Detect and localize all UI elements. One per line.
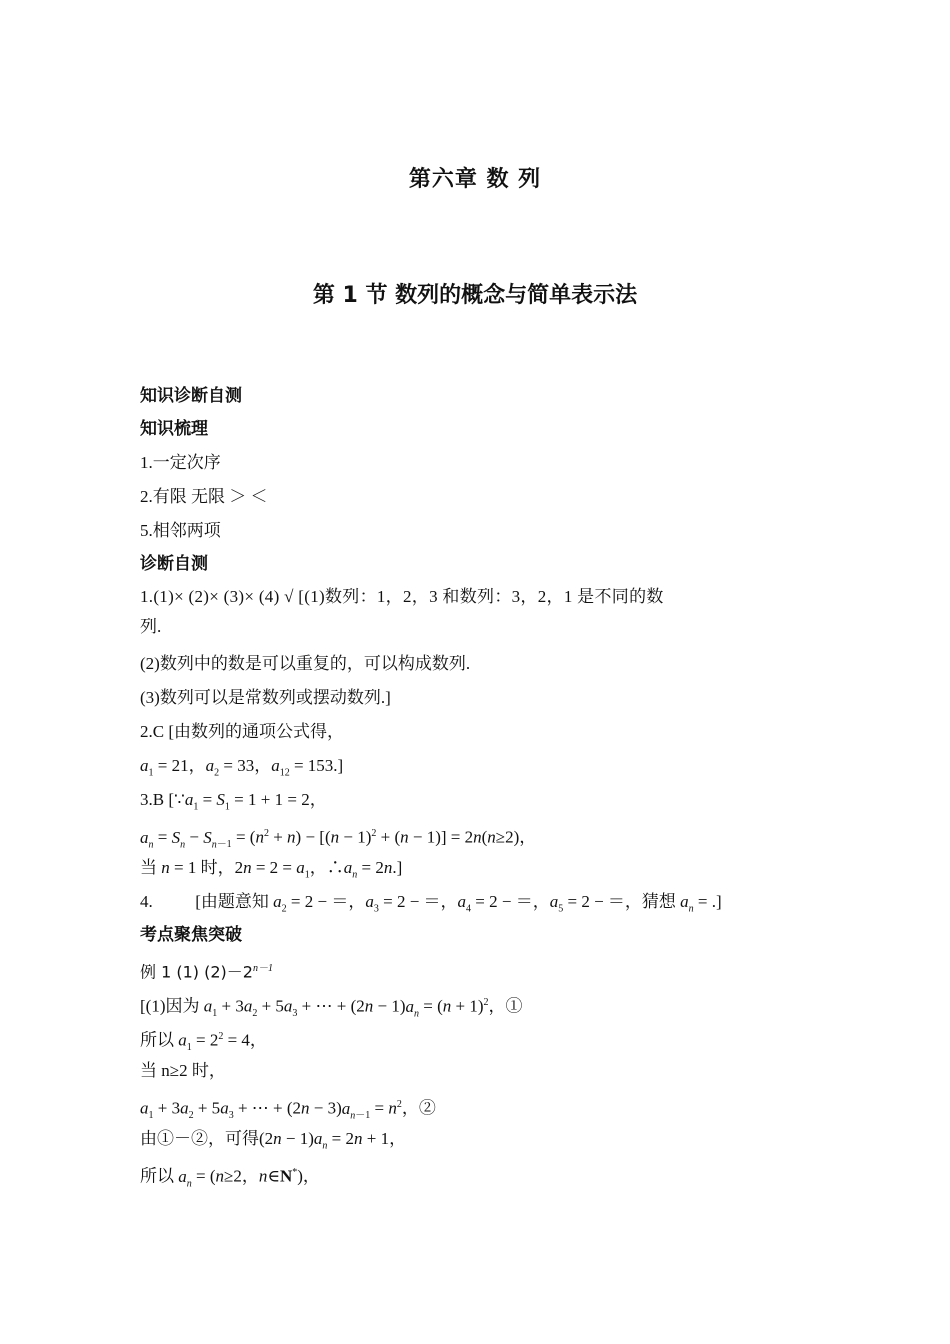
- example-line-2-prefix: 所以: [140, 1030, 179, 1050]
- heading-key-points: 考点聚焦突破: [140, 925, 242, 945]
- example-line-5: 由①－②，可得$(2n - 1)a_n = 2n + 1$，: [140, 1129, 407, 1152]
- diag-q1-line: 1.(1)× (2)× (3)× (4) √ [(1)数列：1，2，3 和数列：3，2，1 是不同的数: [140, 587, 664, 606]
- diag-q2-values: $a_1 = 21$，$a_2 = 33$，$a_{12} = 153$.]: [140, 756, 344, 779]
- circled-one: ①: [505, 996, 523, 1016]
- example-line-6-prefix: 所以: [140, 1166, 179, 1186]
- diag-q4-line: 4. [由题意知 $a_2 = 2$ − ＝，$a_3 = 2$ − ＝，$a_4 = 2$ − ＝，$a_5 = 2$ − ＝，猜想 $a_n$ = .]: [140, 892, 722, 915]
- review-line-1: 1.一定次序: [140, 453, 221, 472]
- diag-q3-formula: $a_n = S_n - S_{n-1} = (n^2 + n) - [(n - 1)^2 + (n - 1)] = 2n(n\ge 2)$，: [140, 827, 537, 851]
- example-1-text: 例 1 (1) (2)－2: [140, 962, 253, 982]
- diag-q2-line: 2.C [由数列的通项公式得，: [140, 722, 344, 741]
- diag-q3-prefix: 3.B [∵: [140, 790, 185, 809]
- circled-two: ②: [418, 1098, 436, 1118]
- value-s1: 1 + 1 = 2: [248, 790, 310, 809]
- example-line-2: 所以 $a_1 = 2^2 = 4$，: [140, 1030, 267, 1054]
- example-line-1-prefix: [(1)因为: [140, 996, 204, 1016]
- heading-knowledge-test: 知识诊断自测: [140, 386, 242, 406]
- example-line-6: 所以 $a_n = (n\ge 2$，n∈N*)，: [140, 1166, 320, 1190]
- example-line-1: [(1)因为 $a_1 + 3a_2 + 5a_3$ + ⋯ + $(2n - 1)a_n = (n + 1)^2$，①: [140, 996, 523, 1020]
- diag-q1-note-3: (3)数列可以是常数列或摆动数列.]: [140, 688, 391, 707]
- section-title: 第 1 节 数列的概念与简单表示法: [312, 283, 638, 308]
- heading-diagnosis: 诊断自测: [140, 554, 208, 574]
- document-body: [140, 380, 820, 1190]
- example-1-exponent: n－1: [252, 963, 273, 974]
- diag-q3-conclusion: 当 n = 1 时，$2n = 2 = a_1$，$\therefore a_n = 2n$.]: [140, 858, 403, 881]
- diag-q1-cont: 列.: [140, 617, 162, 636]
- example-line-5-prefix: 由①－②，可得: [140, 1129, 259, 1148]
- diag-q4-prefix: 4. [由题意知: [140, 892, 274, 911]
- example-line-3: 当 n≥2 时，: [140, 1061, 226, 1080]
- diag-q1-note-2: (2)数列中的数是可以重复的，可以构成数列.: [140, 654, 471, 673]
- heading-knowledge-review: 知识梳理: [140, 419, 208, 439]
- example-1-label: [140, 952, 820, 986]
- example-line-4: $a_1 + 3a_2 + 5a_3$ + ⋯ + $(2n - 3)a_{n-1} = n^2$，②: [140, 1098, 436, 1122]
- review-line-2: 2.有限 无限 ＞ ＜: [140, 487, 268, 506]
- value-a2: 33: [237, 756, 255, 775]
- value-a1: 21: [171, 756, 189, 775]
- review-line-5: 5.相邻两项: [140, 521, 221, 540]
- diag-q3-when: 当: [140, 858, 162, 877]
- chapter-title: 第六章 数 列: [408, 167, 542, 192]
- diag-q3-line: 3.B [$\because a_1 = S_1 = 1 + 1 = 2$，: [140, 790, 327, 813]
- value-a12: 153: [307, 756, 334, 775]
